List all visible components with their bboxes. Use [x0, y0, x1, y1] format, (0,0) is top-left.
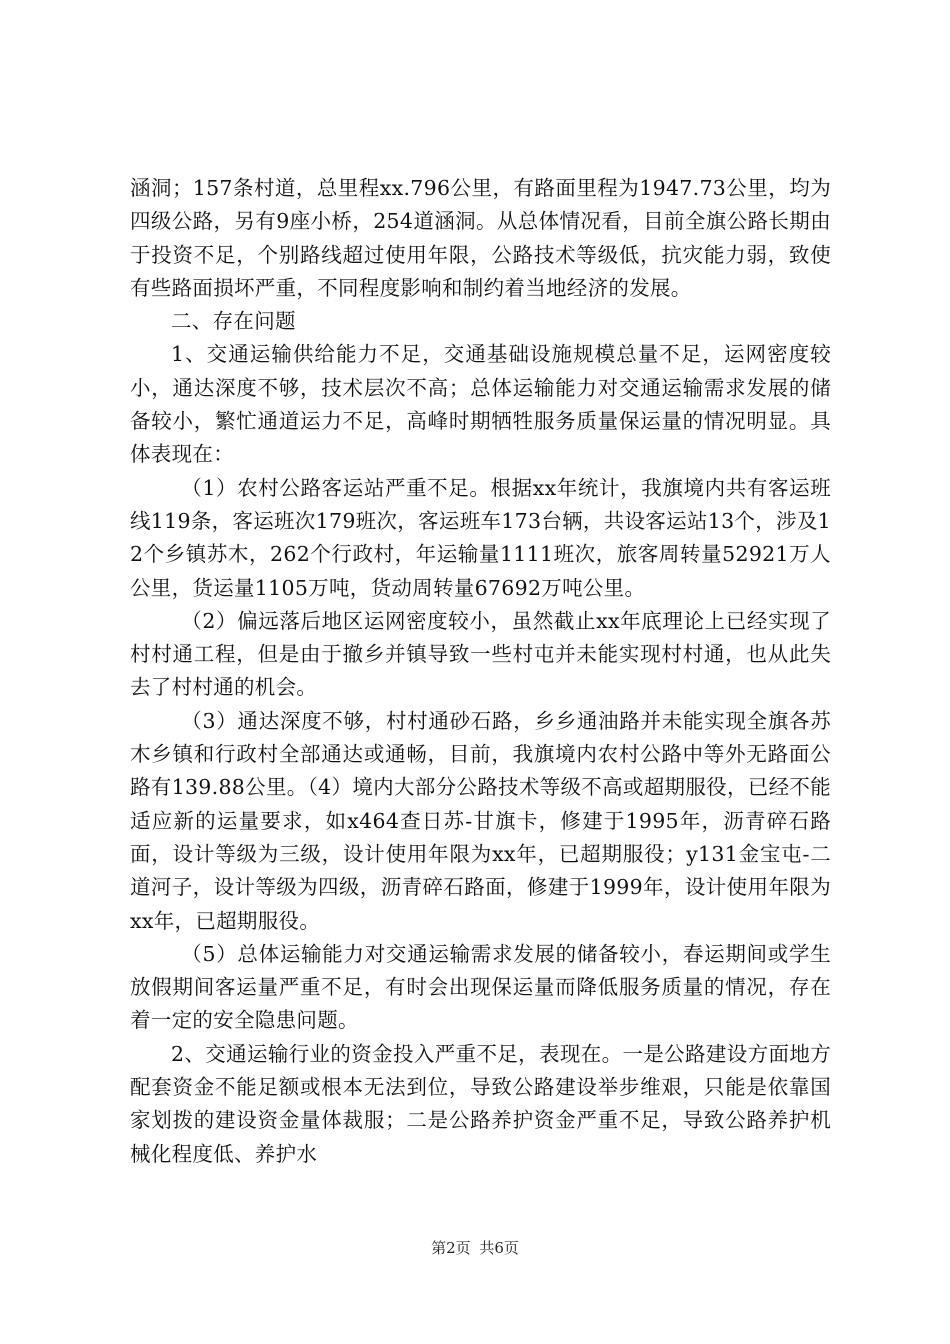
page-number: 第2页	[431, 1239, 471, 1257]
paragraph-item-1: （1）农村公路客运站严重不足。根据xx年统计，我旗境内共有客运班线119条，客运班次179班次，客运班车173台辆，共设客运站13个，涉及12个乡镇苏木，262个行政村，年运输量1111班次，旅客周转量52921万人公里，货运量1105万吨，货动周转量67692万吨公里。	[130, 475, 831, 600]
paragraph-supply-capacity: 1、交通运输供给能力不足，交通基础设施规模总量不足，运网密度较小，通达深度不够，技术层次不高；总体运输能力对交通运输需求发展的储备较小，繁忙通道运力不足，高峰时期牺牲服务质量保运量的情况明显。具体表现在：	[130, 342, 831, 467]
document-body	[130, 172, 831, 1171]
page-footer	[0, 1237, 950, 1258]
paragraph-item-2: （2）偏远落后地区运网密度较小，虽然截止xx年底理论上已经实现了村村通工程，但是由于撤乡并镇导致一些村屯并未能实现村村通，也从此失去了村村通的机会。	[130, 608, 831, 700]
paragraph-item-5: （5）总体运输能力对交通运输需求发展的储备较小，春运期间或学生放假期间客运量严重不足，有时会出现保运量而降低服务质量的情况，存在着一定的安全隐患问题。	[130, 941, 831, 1033]
paragraph-item-3-4: （3）通达深度不够，村村通砂石路，乡乡通油路并未能实现全旗各苏木乡镇和行政村全部通达或通畅，目前，我旗境内农村公路中等外无路面公路有139.88公里。（4）境内大部分公路技术等级不高或超期服役，已经不能适应新的运量要求，如x464查日苏-甘旗卡，修建于1995年，沥青碎石路面，设计等级为三级，设计使用年限为xx年，已超期服役；y131金宝屯-二道河子，设计等级为四级，沥青碎石路面，修建于1999年，设计使用年限为xx年，已超期服役。	[130, 708, 831, 933]
page-total: 共6页	[479, 1239, 519, 1257]
paragraph-road-stats: 涵洞；157条村道，总里程xx.796公里，有路面里程为1947.73公里，均为四级公路，另有9座小桥，254道涵洞。从总体情况看，目前全旗公路长期由于投资不足，个别路线超过使用年限，公路技术等级低，抗灾能力弱，致使有些路面损坏严重，不同程度影响和制约着当地经济的发展。	[130, 176, 831, 300]
section-heading-problems: 二、存在问题	[171, 309, 296, 334]
paragraph-funding: 2、交通运输行业的资金投入严重不足，表现在。一是公路建设方面地方配套资金不能足额或根本无法到位，导致公路建设举步维艰，只能是依靠国家划拨的建设资金量体裁服；二是公路养护资金严重不足，导致公路养护机械化程度低、养护水	[130, 1041, 831, 1166]
